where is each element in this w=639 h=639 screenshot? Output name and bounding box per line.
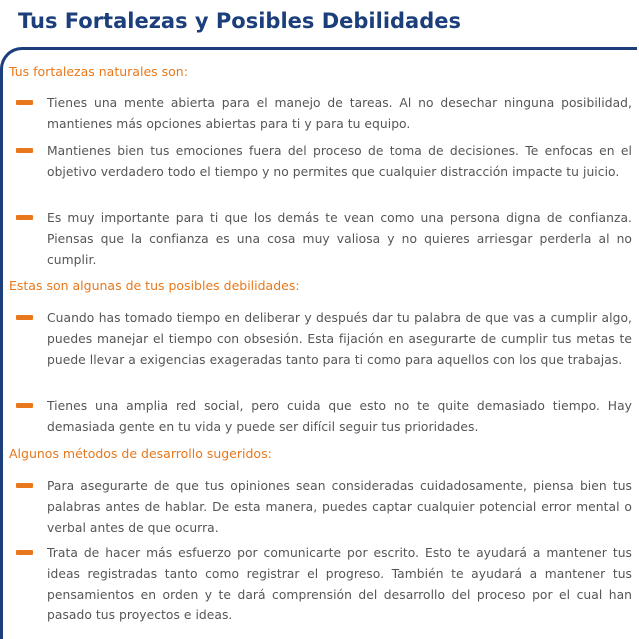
list-item-text: Cuando has tomado tiempo en deliberar y después dar tu palabra de que vas a cumplir algo, puedes manejar el tiempo con obsesión. Esta fijación en asegurarte de cumplir tus metas te puede llevar a exigencias exageradas tanto para ti como para aquellos con los que trabajas. bbox=[47, 311, 632, 367]
page-title: Tus Fortalezas y Posibles Debilidades bbox=[18, 9, 461, 33]
bullet-dash-icon bbox=[16, 148, 33, 153]
bullet-dash-icon bbox=[16, 315, 33, 320]
list-item-text: Tienes una amplia red social, pero cuida que esto no te quite demasiado tiempo. Hay demasiada gente en tu vida y puede ser difícil seguir tus prioridades. bbox=[47, 399, 632, 434]
list-item-text: Es muy importante para ti que los demás te vean como una persona digna de confianza. Piensas que la confianza es una cosa muy valiosa y no quieres arriesgar perderla al no cumplir. bbox=[47, 211, 632, 267]
list-item-text: Tienes una mente abierta para el manejo de tareas. Al no desechar ninguna posibilidad, mantienes más opciones abiertas para ti y para tu equipo. bbox=[47, 96, 632, 131]
list-item-text: Para asegurarte de que tus opiniones sean consideradas cuidadosamente, piensa bien tus palabras antes de hablar. De esta manera, puedes captar cualquier potencial error mental o verbal antes de que ocurra. bbox=[47, 479, 632, 535]
bullet-dash-icon bbox=[16, 100, 33, 105]
bullet-dash-icon bbox=[16, 215, 33, 220]
bullet-dash-icon bbox=[16, 550, 33, 555]
section-heading-development: Algunos métodos de desarrollo sugeridos: bbox=[9, 446, 272, 461]
list-item-text: Mantienes bien tus emociones fuera del proceso de toma de decisiones. Te enfocas en el objetivo verdadero todo el tiempo y no permites que cualquier distracción impacte tu juicio. bbox=[47, 144, 632, 179]
bullet-dash-icon bbox=[16, 403, 33, 408]
section-heading-strengths: Tus fortalezas naturales son: bbox=[9, 64, 188, 79]
section-heading-weaknesses: Estas son algunas de tus posibles debilidades: bbox=[9, 278, 300, 293]
bullet-dash-icon bbox=[16, 483, 33, 488]
list-item-text: Trata de hacer más esfuerzo por comunicarte por escrito. Esto te ayudará a mantener tus ideas registradas tanto como registrar el progreso. También te ayudará a mantener tus pensamientos en orden y te dará comprensión del desarrollo del proceso por el cual han pasado tus proyectos e ideas. bbox=[47, 546, 632, 623]
